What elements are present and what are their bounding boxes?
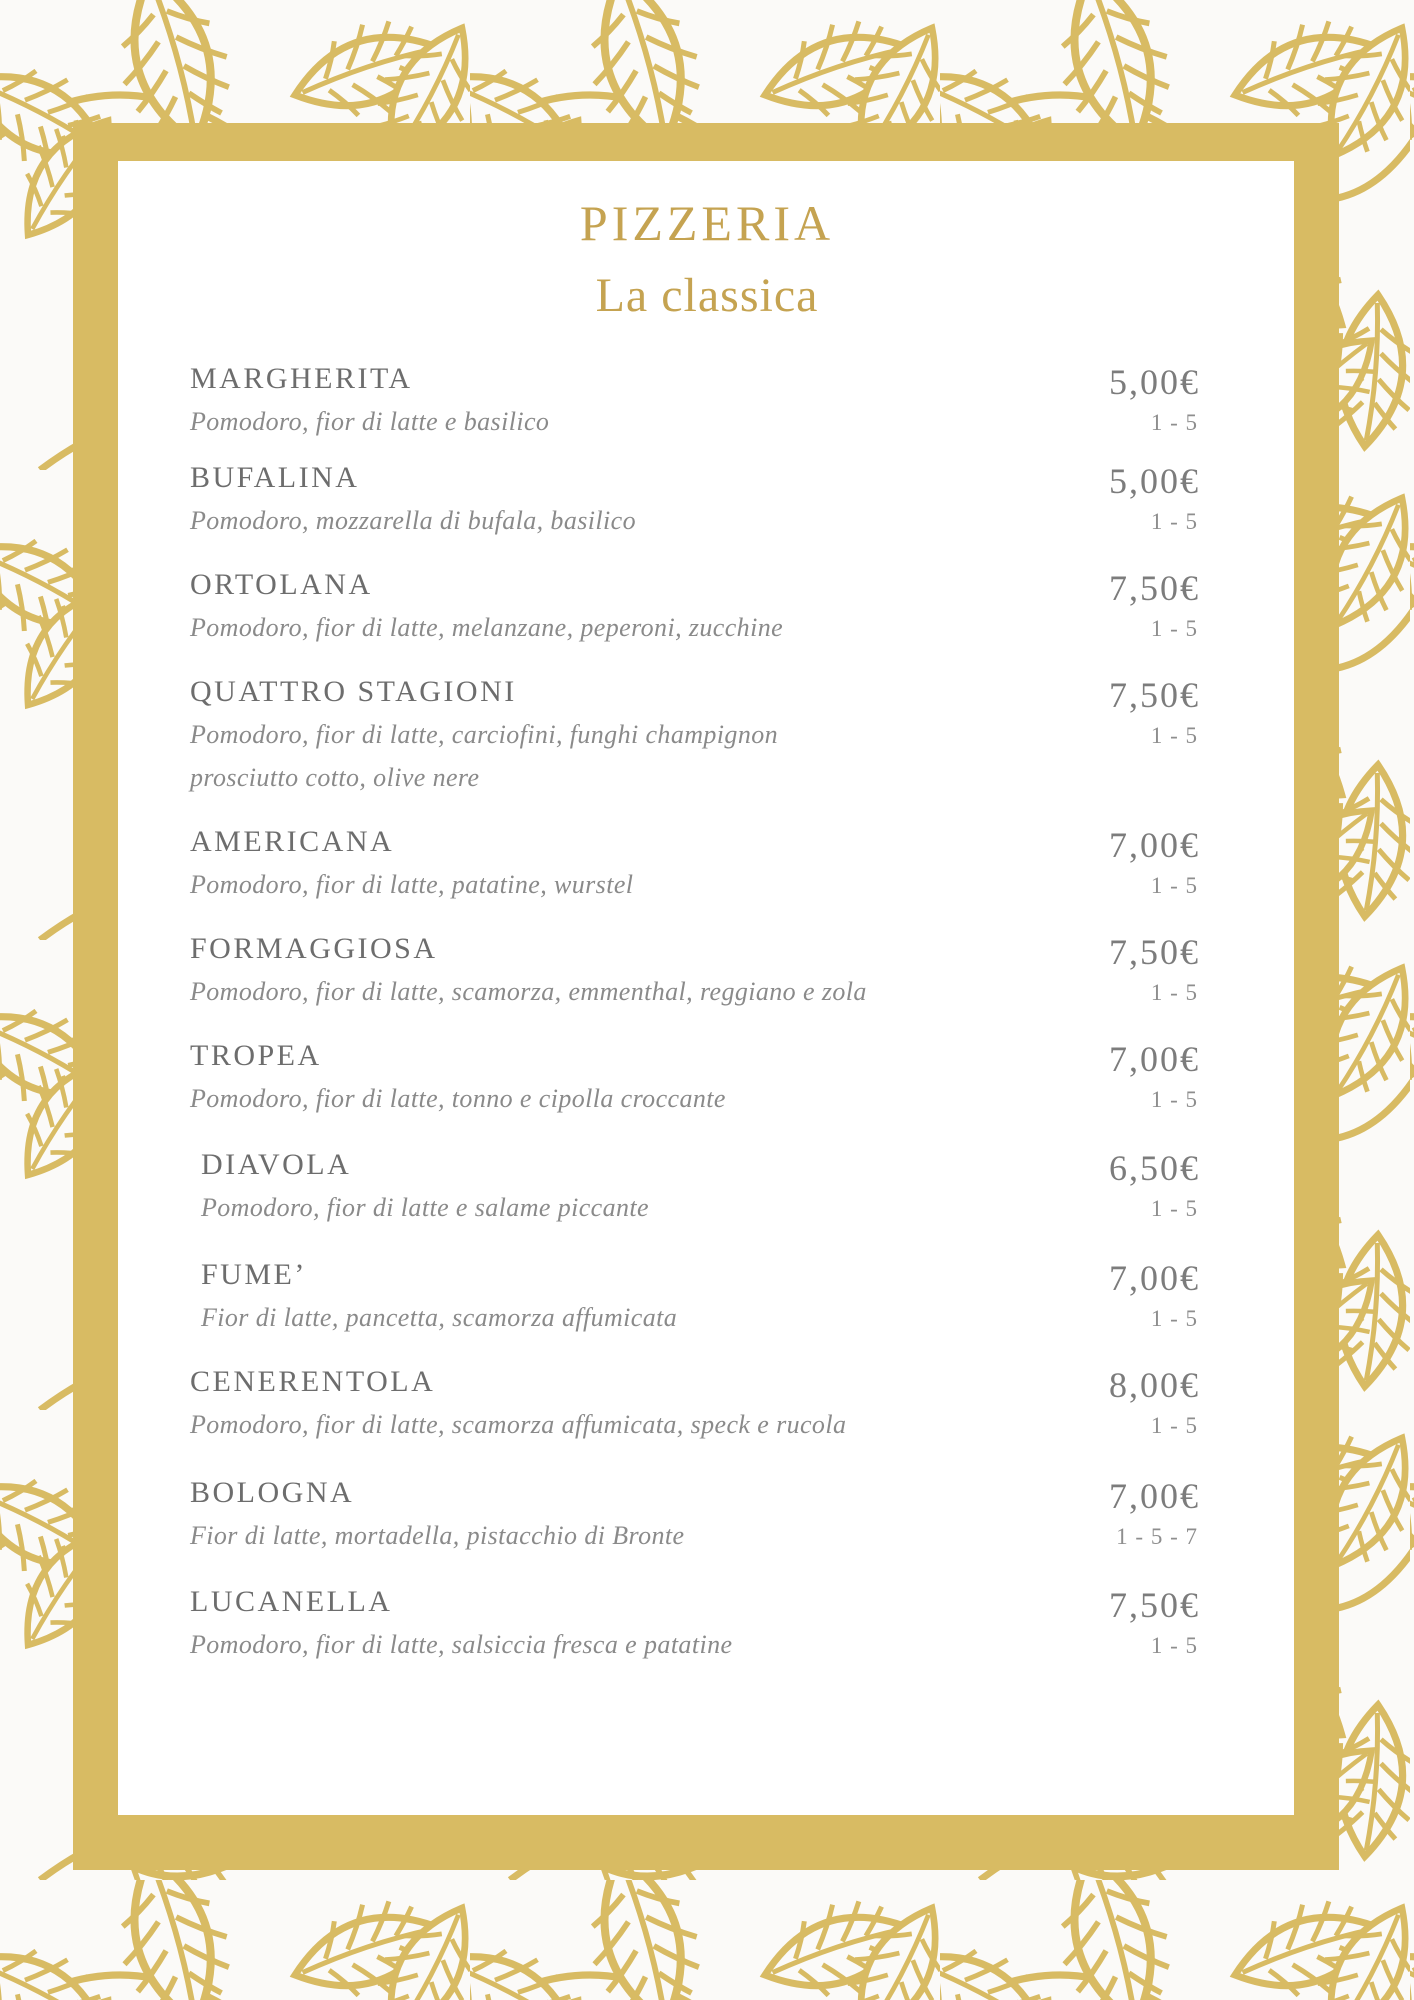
item-description: prosciutto cotto, olive nere (190, 763, 480, 792)
item-description: Pomodoro, fior di latte e salame piccante (201, 1193, 649, 1222)
item-allergens: 1 - 5 (1150, 616, 1198, 641)
item-allergens: 1 - 5 (1150, 1196, 1198, 1221)
item-name: ORTOLANA (190, 568, 373, 601)
item-allergens: 1 - 5 (1150, 410, 1198, 435)
item-allergens: 1 - 5 - 7 (1116, 1524, 1198, 1549)
menu-subtitle: La classica (595, 269, 819, 322)
item-allergens: 1 - 5 (1150, 1633, 1198, 1658)
item-description: Fior di latte, pancetta, scamorza affumicata (201, 1303, 678, 1332)
item-name: BOLOGNA (190, 1476, 355, 1509)
menu-item-row (190, 934, 1200, 1034)
item-price: 7,50€ (1109, 1585, 1200, 1625)
item-price: 7,00€ (1109, 1476, 1200, 1516)
item-price: 5,00€ (1109, 461, 1200, 501)
item-allergens: 1 - 5 (1150, 1087, 1198, 1112)
item-description: Pomodoro, fior di latte, patatine, wurstel (190, 870, 634, 899)
item-price: 7,50€ (1109, 568, 1200, 608)
menu-item-row (190, 1041, 1200, 1141)
menu-item-row (190, 570, 1200, 670)
item-allergens: 1 - 5 (1150, 1306, 1198, 1331)
menu-item-row (190, 1587, 1200, 1687)
menu-item-row (190, 1367, 1200, 1467)
page-title: PIZZERIA (579, 195, 835, 251)
item-name: LUCANELLA (190, 1585, 393, 1618)
item-price: 7,50€ (1109, 675, 1200, 715)
item-description: Pomodoro, fior di latte, scamorza affumicata, speck e rucola (190, 1410, 847, 1439)
menu-item-row (201, 1260, 1200, 1360)
item-name: FUME’ (201, 1258, 307, 1291)
menu-item-row (190, 827, 1200, 927)
item-price: 7,00€ (1109, 1258, 1200, 1298)
item-allergens: 1 - 5 (1150, 509, 1198, 534)
item-description: Pomodoro, fior di latte, salsiccia fresca e patatine (190, 1630, 733, 1659)
item-price: 8,00€ (1109, 1365, 1200, 1405)
menu-item-row (190, 675, 1200, 792)
item-allergens: 1 - 5 (1150, 873, 1198, 898)
menu-item-row (190, 1478, 1200, 1578)
item-price: 7,00€ (1109, 825, 1200, 865)
item-description: Pomodoro, fior di latte, melanzane, peperoni, zucchine (190, 613, 784, 642)
item-name: DIAVOLA (201, 1148, 352, 1181)
item-name: FORMAGGIOSA (190, 932, 438, 965)
item-description: Pomodoro, fior di latte, scamorza, emmenthal, reggiano e zola (190, 977, 867, 1006)
item-price: 5,00€ (1109, 362, 1200, 402)
item-description: Fior di latte, mortadella, pistacchio di Bronte (190, 1521, 685, 1550)
item-name: MARGHERITA (190, 362, 413, 395)
item-allergens: 1 - 5 (1150, 1413, 1198, 1438)
item-price: 7,50€ (1109, 932, 1200, 972)
item-price: 6,50€ (1109, 1148, 1200, 1188)
menu-item-row (201, 1150, 1200, 1250)
item-name: AMERICANA (190, 825, 395, 858)
item-description: Pomodoro, fior di latte, tonno e cipolla croccante (190, 1084, 726, 1113)
item-name: BUFALINA (190, 461, 360, 494)
item-description: Pomodoro, mozzarella di bufala, basilico (190, 506, 636, 535)
menu-item-row (190, 364, 1200, 464)
menu-item-row (190, 463, 1200, 563)
item-name: QUATTRO STAGIONI (190, 675, 517, 708)
item-allergens: 1 - 5 (1150, 980, 1198, 1005)
item-description: Pomodoro, fior di latte e basilico (190, 407, 550, 436)
item-allergens: 1 - 5 (1150, 723, 1198, 748)
item-name: CENERENTOLA (190, 1365, 436, 1398)
item-name: TROPEA (190, 1039, 322, 1072)
item-description: Pomodoro, fior di latte, carciofini, funghi champignon (190, 720, 779, 749)
item-price: 7,00€ (1109, 1039, 1200, 1079)
